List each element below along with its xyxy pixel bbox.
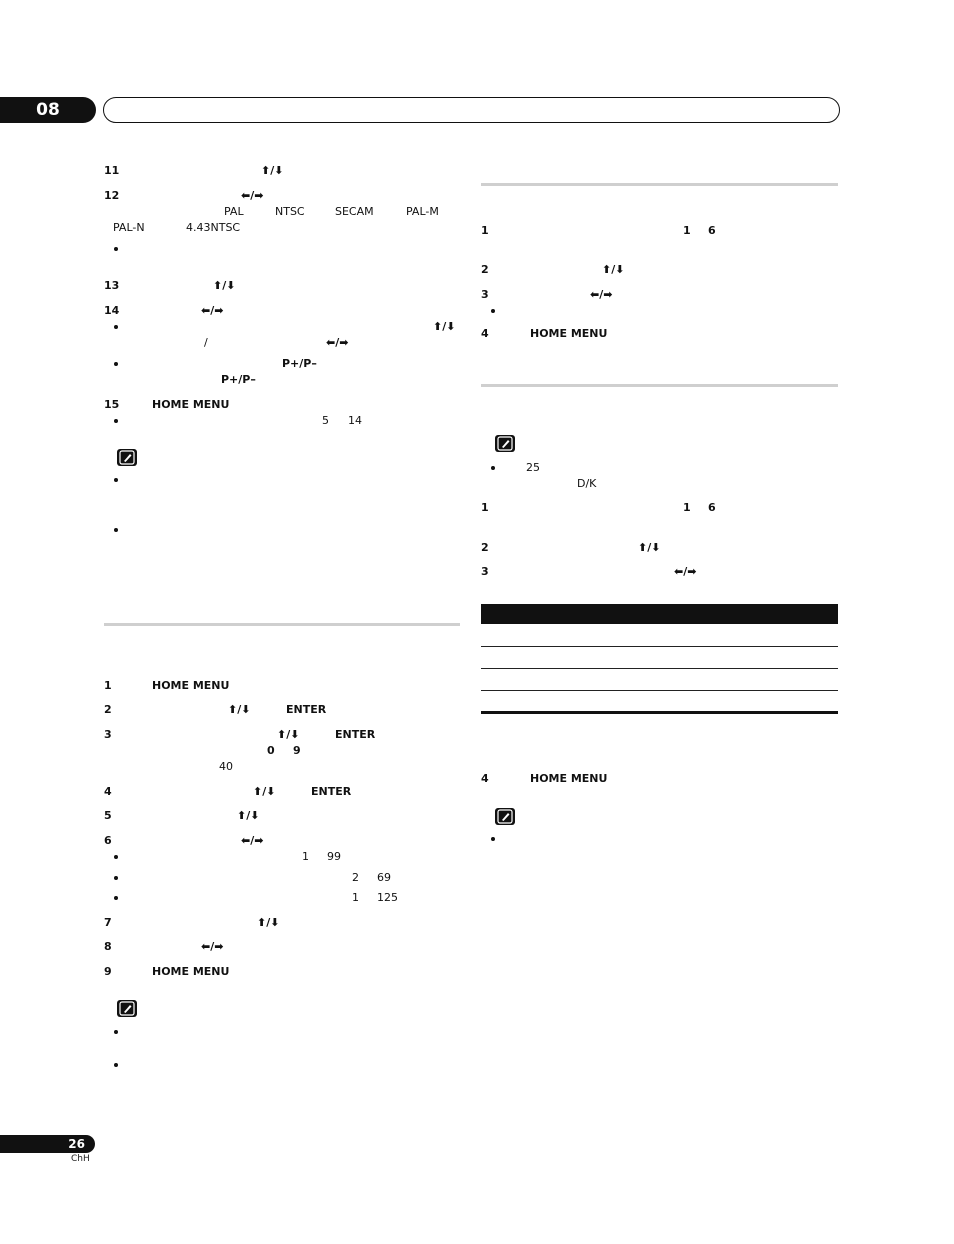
- up-down-arrows-icon: ⬆/⬇: [277, 728, 300, 741]
- step-number: 9: [104, 965, 112, 978]
- left-right-arrows-icon: ⬅/➡: [241, 189, 264, 202]
- step-number: 14: [104, 304, 120, 317]
- step-number: 1: [481, 224, 489, 237]
- left-right-arrows-icon: ⬅/➡: [326, 336, 349, 349]
- digit-key: 1: [683, 224, 691, 237]
- table-row: [481, 646, 838, 647]
- step-number: 12: [104, 189, 120, 202]
- home-menu-key: HOME MENU: [152, 965, 230, 978]
- bullet: [114, 362, 118, 366]
- step-number: 8: [104, 940, 112, 953]
- step-number: 3: [481, 288, 489, 301]
- step-number: 4: [481, 772, 489, 785]
- table-header: [481, 604, 838, 624]
- up-down-arrows-icon: ⬆/⬇: [213, 279, 236, 292]
- table-row: [481, 668, 838, 669]
- home-menu-key: HOME MENU: [152, 398, 230, 411]
- step-number: 2: [104, 703, 112, 716]
- step-number: 15: [104, 398, 120, 411]
- digit-key: 9: [293, 744, 301, 757]
- bullet: [114, 876, 118, 880]
- home-menu-key: HOME MENU: [530, 772, 608, 785]
- step-number: 11: [104, 164, 120, 177]
- up-down-arrows-icon: ⬆/⬇: [638, 541, 661, 554]
- note-icon: [495, 435, 515, 452]
- note-icon: [117, 449, 137, 466]
- left-right-arrows-icon: ⬅/➡: [590, 288, 613, 301]
- value-text: 40: [219, 760, 233, 773]
- format-option: PAL-M: [406, 205, 439, 218]
- format-option: PAL-N: [113, 221, 145, 234]
- up-down-arrows-icon: ⬆/⬇: [257, 916, 280, 929]
- step-number: 1: [481, 501, 489, 514]
- section-divider: [104, 623, 460, 626]
- digit-key: 1: [683, 501, 691, 514]
- step-number: 5: [104, 809, 112, 822]
- note-icon: [117, 1000, 137, 1017]
- language-code: ChH: [71, 1154, 90, 1164]
- step-ref: 14: [348, 414, 362, 427]
- bullet: [114, 247, 118, 251]
- bullet: [491, 466, 495, 470]
- step-number: 13: [104, 279, 120, 292]
- left-right-arrows-icon: ⬅/➡: [201, 304, 224, 317]
- up-down-arrows-icon: ⬆/⬇: [228, 703, 251, 716]
- bullet: [114, 855, 118, 859]
- step-number: 6: [104, 834, 112, 847]
- channel-key-label: P+/P–: [282, 357, 317, 370]
- range-value: 1: [352, 891, 359, 904]
- step-number: 1: [104, 679, 112, 692]
- slash-text: /: [204, 336, 208, 349]
- bullet: [114, 325, 118, 329]
- range-value: 69: [377, 871, 391, 884]
- step-number: 7: [104, 916, 112, 929]
- enter-key: ENTER: [335, 728, 376, 741]
- section-divider: [481, 384, 838, 387]
- range-value: 125: [377, 891, 398, 904]
- up-down-arrows-icon: ⬆/⬇: [261, 164, 284, 177]
- bullet: [491, 837, 495, 841]
- note-icon: [495, 808, 515, 825]
- step-ref: 5: [322, 414, 329, 427]
- format-option: SECAM: [335, 205, 374, 218]
- home-menu-key: HOME MENU: [530, 327, 608, 340]
- step-number: 2: [481, 541, 489, 554]
- step-number: 3: [481, 565, 489, 578]
- up-down-arrows-icon: ⬆/⬇: [602, 263, 625, 276]
- format-option: NTSC: [275, 205, 305, 218]
- bullet: [114, 478, 118, 482]
- bullet: [114, 1030, 118, 1034]
- home-menu-key: HOME MENU: [152, 679, 230, 692]
- section-divider: [481, 183, 838, 186]
- bullet: [114, 896, 118, 900]
- up-down-arrows-icon: ⬆/⬇: [433, 320, 456, 333]
- format-option: PAL: [224, 205, 244, 218]
- range-value: 2: [352, 871, 359, 884]
- range-value: 1: [302, 850, 309, 863]
- up-down-arrows-icon: ⬆/⬇: [253, 785, 276, 798]
- chapter-number-tab: 08: [0, 97, 96, 123]
- digit-key: 0: [267, 744, 275, 757]
- digit-key: 6: [708, 224, 716, 237]
- page-number-tab: 26: [0, 1135, 95, 1153]
- channel-key-label: P+/P–: [221, 373, 256, 386]
- value-text: 25: [526, 461, 540, 474]
- table-row: [481, 690, 838, 691]
- chapter-title-bar: [103, 97, 840, 123]
- table-bottom-rule: [481, 711, 838, 714]
- step-number: 3: [104, 728, 112, 741]
- left-right-arrows-icon: ⬅/➡: [674, 565, 697, 578]
- system-label: D/K: [577, 477, 597, 490]
- digit-key: 6: [708, 501, 716, 514]
- range-value: 99: [327, 850, 341, 863]
- bullet: [114, 419, 118, 423]
- bullet: [114, 528, 118, 532]
- step-number: 4: [104, 785, 112, 798]
- bullet: [491, 309, 495, 313]
- left-right-arrows-icon: ⬅/➡: [201, 940, 224, 953]
- bullet: [114, 1063, 118, 1067]
- step-number: 2: [481, 263, 489, 276]
- enter-key: ENTER: [286, 703, 327, 716]
- enter-key: ENTER: [311, 785, 352, 798]
- left-right-arrows-icon: ⬅/➡: [241, 834, 264, 847]
- up-down-arrows-icon: ⬆/⬇: [237, 809, 260, 822]
- step-number: 4: [481, 327, 489, 340]
- format-option: 4.43NTSC: [186, 221, 241, 234]
